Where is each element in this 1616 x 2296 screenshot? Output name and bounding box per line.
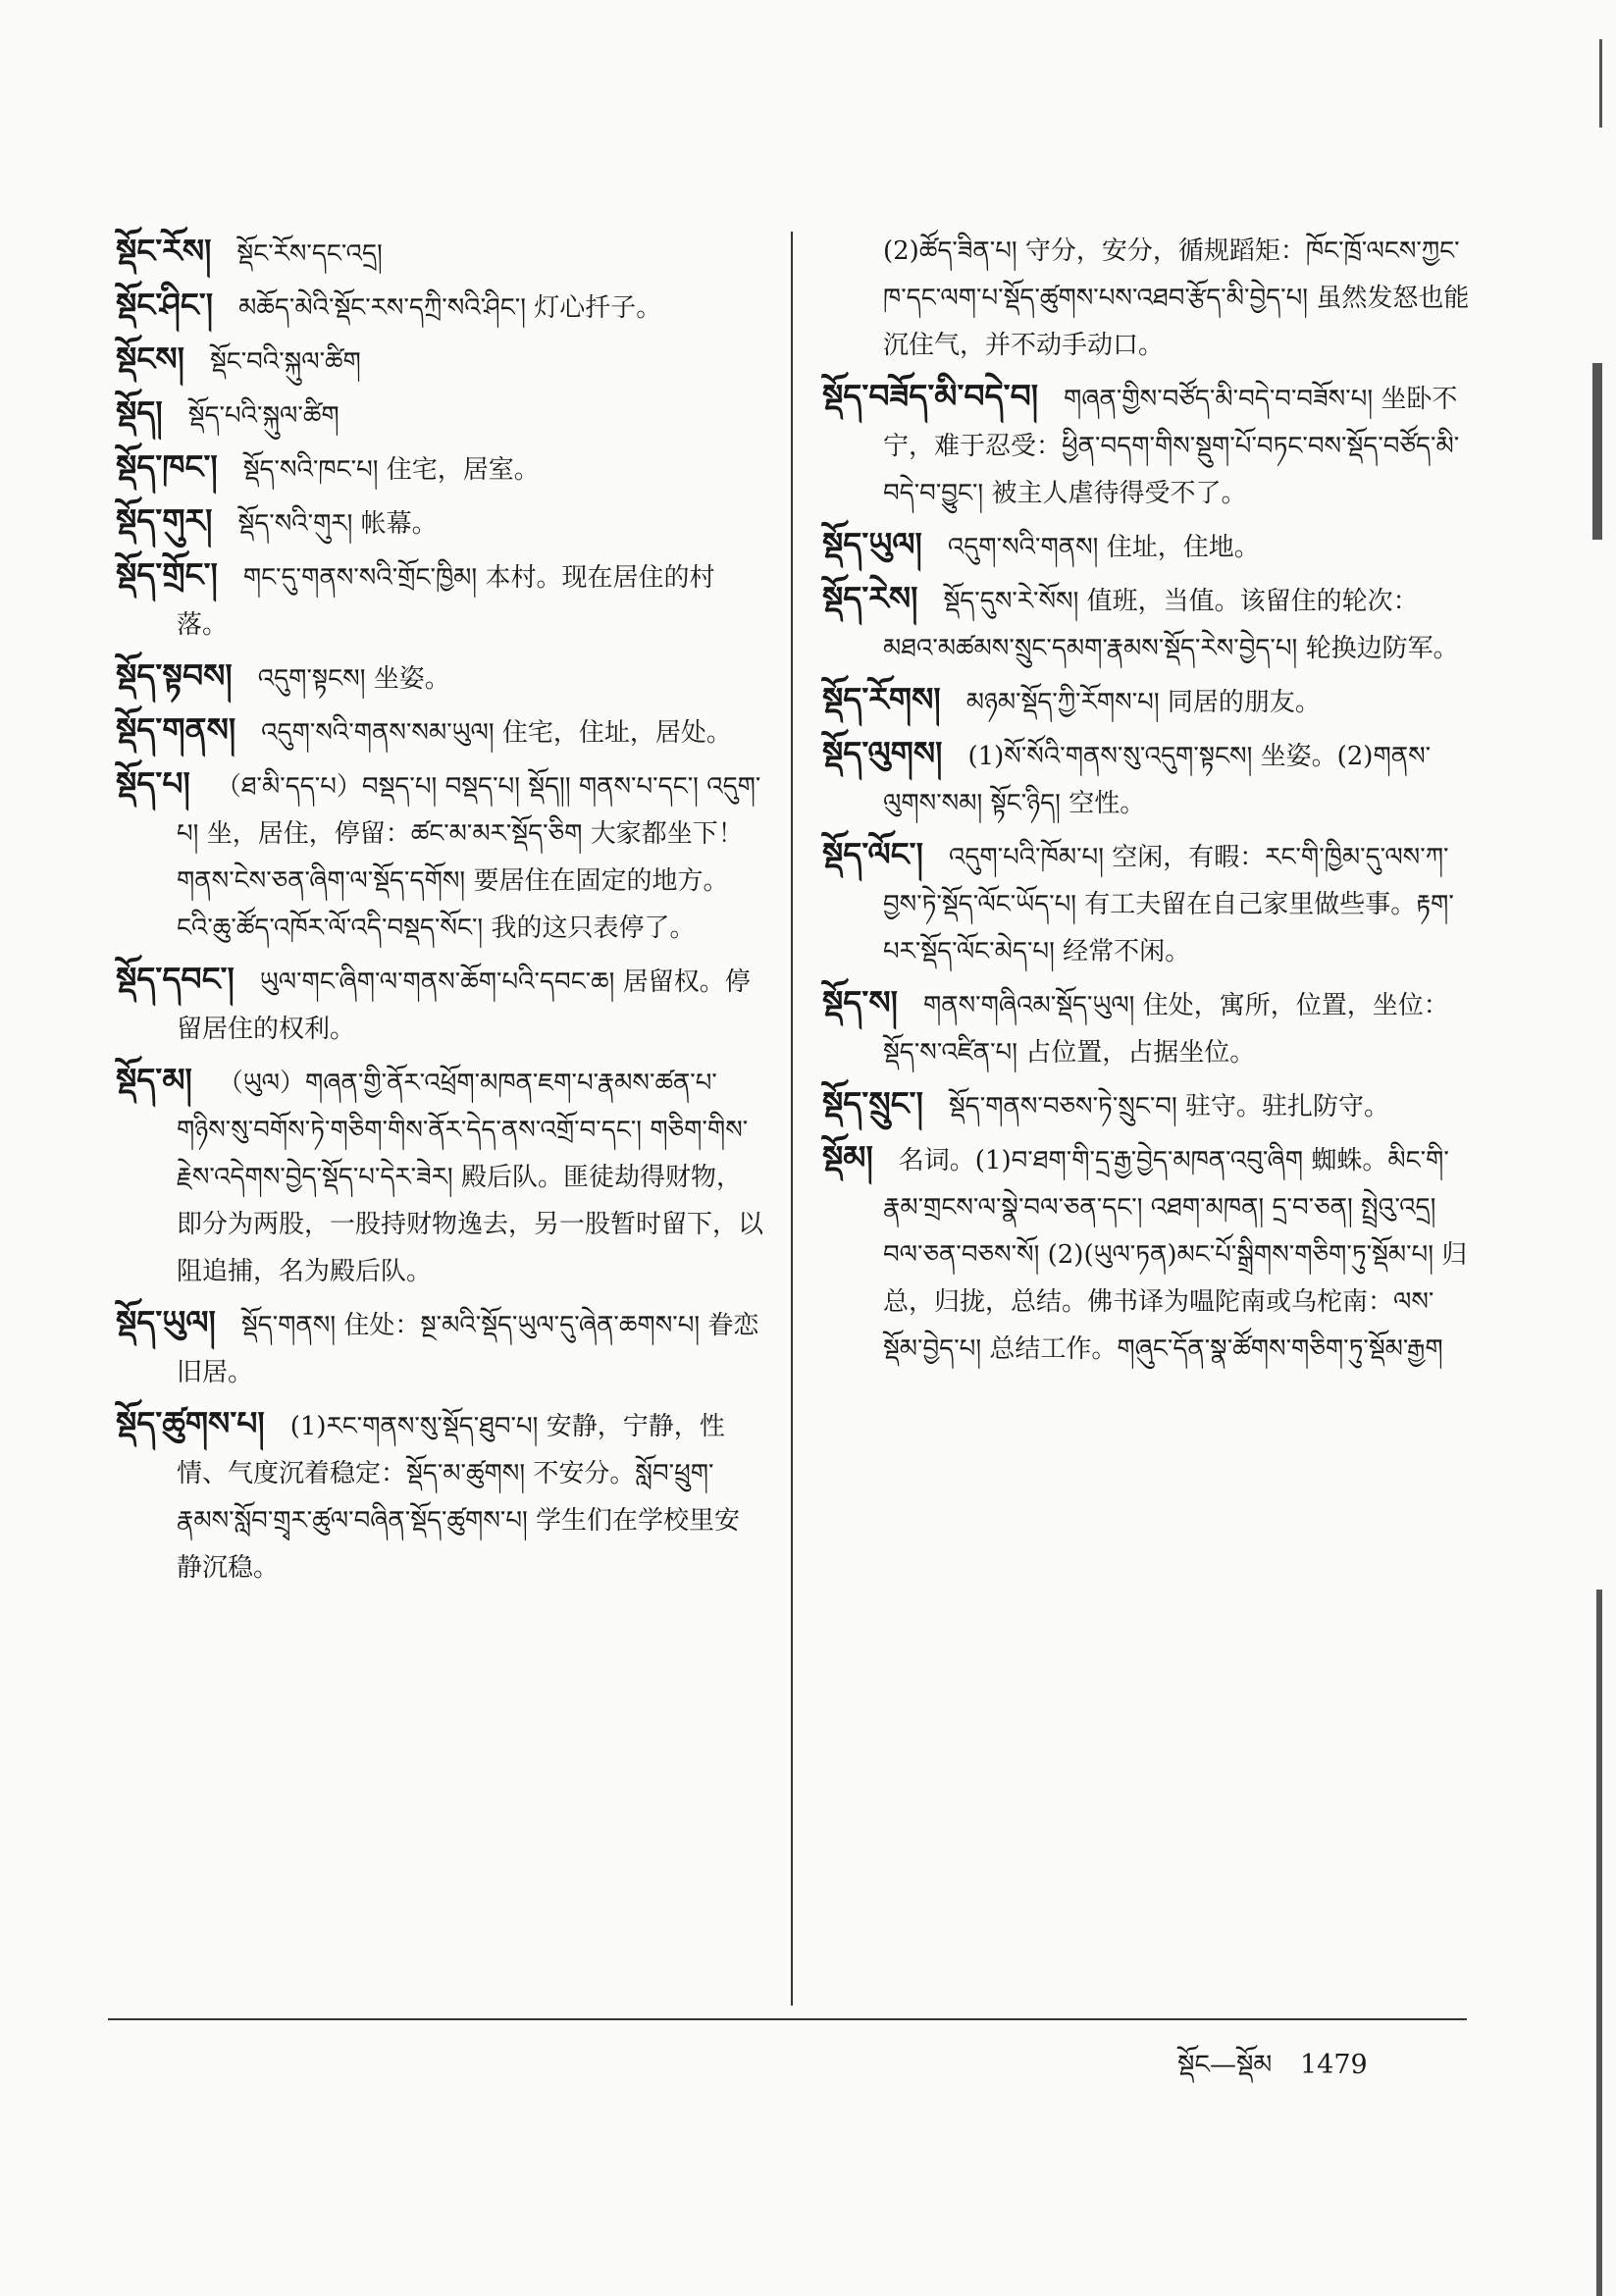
entry-headword: སྡོད་སྲུང་།: [822, 1084, 923, 1122]
entry-headword: སྡོད་རོགས།: [822, 680, 941, 718]
entry-definition: ཡུལ་གང་ཞིག་ལ་གནས་ཆོག་པའི་དབང་ཆ། 居留权。停留居住的权利。: [177, 967, 751, 1044]
dictionary-entry: [822, 521, 1470, 571]
entry-definition: འདུག་སའི་གནས། 住址，住地。: [947, 533, 1260, 562]
entry-definition: སྡོད་པའི་སྐུལ་ཚིག: [187, 401, 339, 431]
dictionary-entry: [116, 1400, 763, 1592]
entry-headword: སྡོངས།: [116, 339, 184, 378]
entry-definition: （ཐ་མི་དད་པ）བསྡད་པ། བསྡད་པ། སྡོད།། གནས་པ་དང་། འདུག་པ། 坐，居住，停留：ཚང་མ་མར་སྡོད་ཅིག 大家都坐下！གནས་ངེས་ཅན་ཞིག་ལ་སྡོད་དགོས། 要居住在固定的地方。ངའི་ཆུ་ཚོད་འཁོར་ལོ་འདི་བསྡད་སོང་། 我的这只表停了。: [177, 772, 761, 943]
entry-headword: སྡོད་ཚུགས་པ།: [116, 1404, 265, 1442]
binding-edge: [1577, 0, 1616, 2294]
dictionary-entry: [116, 706, 763, 757]
left-column: [116, 228, 763, 1595]
entry-headword: སྡོད་མ།: [116, 1061, 192, 1099]
entry-definition: （ཡུལ）གཞན་གྱི་ནོར་འཕྲོག་མཁན་ཇག་པ་རྣམས་ཚན་པ་གཉིས་སུ་བགོས་ཏེ་གཅིག་གིས་ནོར་དེད་ནས་འགྲོ་བ་དང་། གཅིག་གིས་རྗེས་འདེགས་བྱེད་སྡོད་པ་དེར་ཟེར། 殿后队。匪徒劫得财物，即分为两股，一股持财物逸去，另一股暂时留下，以阻追捕，名为殿后队。: [177, 1069, 764, 1286]
dictionary-entry: [116, 282, 763, 332]
dictionary-entry: [116, 497, 763, 548]
entry-definition: གཞན་གྱིས་བཙོད་མི་བདེ་བ་བཟོས་པ། 坐卧不宁，难于忍受：ཕྱིན་བདག་གིས་སྡུག་པོ་བཏང་བས་སྡོད་བཙོད་མི་བདེ་བ་བྱུང་། 被主人虐待得受不了。: [883, 385, 1460, 508]
entry-headword: སྡོང་ཤིང་།: [116, 286, 214, 324]
entry-definition: སྡོད་གནས་བཅས་ཏེ་སྲུང་བ། 驻守。驻扎防守。: [948, 1092, 1390, 1122]
entry-definition: སྡོང་བའི་སྐུལ་ཚིག: [209, 347, 361, 377]
entry-headword: སྡོད་དབང་།: [116, 960, 235, 998]
dictionary-entry: [116, 1299, 763, 1396]
entry-headword: སྡོད་ས།: [822, 983, 898, 1021]
entry-headword: སྡོང་རོས།: [116, 232, 212, 270]
entry-definition: འདུག་སའི་གནས་སམ་ཡུལ། 住宅，住址，居处。: [261, 718, 732, 748]
entry-definition: འདུག་པའི་ཁོམ་པ། 空闲，有暇：རང་གི་ཁྱིམ་དུ་ལས་ཀ་བྱས་ཏེ་སྡོད་ལོང་ཡོད་པ། 有工夫留在自己家里做些事。རྟག་པར་སྡོད་ལོང་མེད་པ། 经常不闲。: [883, 843, 1454, 966]
entry-headword: སྡོད།: [116, 393, 163, 432]
entry-definition: 名词。(1)བ་ཐག་གི་དྲ་རྒྱ་བྱེད་མཁན་འབུ་ཞིག 蜘蛛。མིང་གི་རྣམ་གྲངས་ལ་སྣེ་བལ་ཅན་དང་། འཐག་མཁན། དྲ་བ་ཅན། སྤྲེའུ་འདྲ། བལ་ཅན་བཅས་སོ། (2)(ཡུལ་ཏན)མང་པོ་སྒྲིགས་གཅིག་ཏུ་སྡོམ་པ། 归总，归拢，总结。佛书译为嗢陀南或乌柁南：ལས་སྡོམ་བྱེད་པ། 总结工作。གཞུང་དོན་སྣ་ཚོགས་གཅིག་ཏུ་སྡོམ་རྒྱག: [883, 1146, 1468, 1364]
dictionary-entry: [822, 831, 1470, 975]
entry-definition: མཉམ་སྡོད་ཀྱི་རོགས་པ། 同居的朋友。: [965, 688, 1321, 717]
entry-headword: སྡོད་པ།: [116, 764, 190, 803]
dictionary-entry: [116, 228, 763, 278]
footer-rule: [108, 2018, 1467, 2020]
dictionary-entry: [116, 652, 763, 703]
footer-range: སྡོང—སྡོམ: [1177, 2050, 1273, 2080]
page-footer: [1177, 2035, 1472, 2110]
entry-headword: སྡོད་ཁང་།: [116, 447, 218, 486]
dictionary-entry: [822, 373, 1470, 517]
dictionary-entry: [116, 1057, 763, 1295]
entry-headword: སྡོད་བཟོད་མི་བདེ་བ།: [822, 377, 1039, 415]
entry-definition: མཆོད་མེའི་སྡོང་རས་དཀྲི་སའི་ཤིང་། 灯心扦子。: [238, 293, 662, 323]
dictionary-entry: [822, 1080, 1470, 1130]
entry-definition: གང་དུ་གནས་སའི་གྲོང་ཁྱིམ། 本村。现在居住的村落。: [177, 563, 715, 640]
entry-headword: སྡོད་གུར།: [116, 501, 213, 540]
dictionary-entry: [116, 551, 763, 649]
entry-definition: སྡོད་གནས། 住处：སྔ་མའི་སྡོད་ཡུལ་དུ་ཞེན་ཆགས་པ། 眷恋旧居。: [177, 1311, 759, 1387]
column-divider: [791, 232, 793, 2006]
dictionary-entry: [822, 575, 1470, 672]
dictionary-entry: [116, 336, 763, 386]
dictionary-entry: [822, 228, 1470, 369]
dictionary-entry: [822, 676, 1470, 726]
entry-headword: སྡོམ།: [822, 1138, 873, 1176]
entry-definition: སྡོད་སའི་གུར། 帐幕。: [237, 509, 438, 539]
entry-definition: སྡོང་རོས་དང་འདྲ།: [236, 239, 383, 269]
entry-definition: སྡོད་སའི་ཁང་པ། 住宅，居室。: [242, 455, 540, 485]
dictionary-entry: [822, 730, 1470, 827]
right-column: [822, 228, 1470, 1377]
entry-headword: སྡོད་ལོང་།: [822, 835, 923, 873]
entry-headword: སྡོད་རེས།: [822, 579, 918, 617]
dictionary-entry: [116, 760, 763, 952]
dictionary-entry: [116, 956, 763, 1053]
dictionary-entry: [116, 390, 763, 440]
entry-definition: སྡོད་དུས་རེ་སོས། 值班，当值。该留住的轮次：མཐའ་མཚམས་སྲུང་དམག་རྣམས་སྡོད་རེས་བྱེད་པ། 轮换边防军。: [883, 587, 1459, 663]
entry-definition: (2)ཚོད་ཟིན་པ། 守分，安分，循规蹈矩：ཁོང་ཁྲོ་ལངས་ཀྱང་ཁ་དང་ལག་པ་སྡོད་ཚུགས་པས་འཐབ་རྩོད་མི་བྱེད་པ། 虽然发怒也能沉住气，并不动手动口。: [883, 236, 1470, 360]
entry-headword: སྡོད་སྟབས།: [116, 656, 233, 695]
entry-headword: སྡོད་གྲོང་།: [116, 555, 218, 594]
entry-definition: འདུག་སྟངས། 坐姿。: [257, 664, 450, 694]
dictionary-entry: [822, 1134, 1470, 1373]
entry-headword: སྡོད་གནས།: [116, 710, 236, 749]
dictionary-entry: [116, 444, 763, 494]
entry-definition: (1)རང་གནས་སུ་སྡོད་ཐུབ་པ། 安静，宁静，性情、气度沉着稳定：སྡོད་མ་ཚུགས། 不安分。སློབ་ཕྲུག་རྣམས་སློབ་གྲྭར་ཚུལ་བཞིན་སྡོད་ཚུགས་པ། 学生们在学校里安静沉稳。: [177, 1412, 741, 1583]
dictionary-entry: [822, 979, 1470, 1076]
entry-headword: སྡོད་ཡུལ།: [116, 1303, 216, 1341]
entry-headword: སྡོད་ཡུལ།: [822, 525, 922, 563]
entry-definition: (1)སོ་སོའི་གནས་སུ་འདུག་སྟངས། 坐姿。(2)གནས་ལུགས་སམ། སྟོང་ཉིད། 空性。: [883, 742, 1432, 818]
page-number: 1479: [1299, 2050, 1368, 2080]
entry-headword: སྡོད་ལུགས།: [822, 734, 943, 772]
entry-definition: གནས་གཞིའམ་སྡོད་ཡུལ། 住处，寓所，位置，坐位：སྡོད་ས་འཛིན་པ། 占位置，占据坐位。: [883, 991, 1449, 1068]
